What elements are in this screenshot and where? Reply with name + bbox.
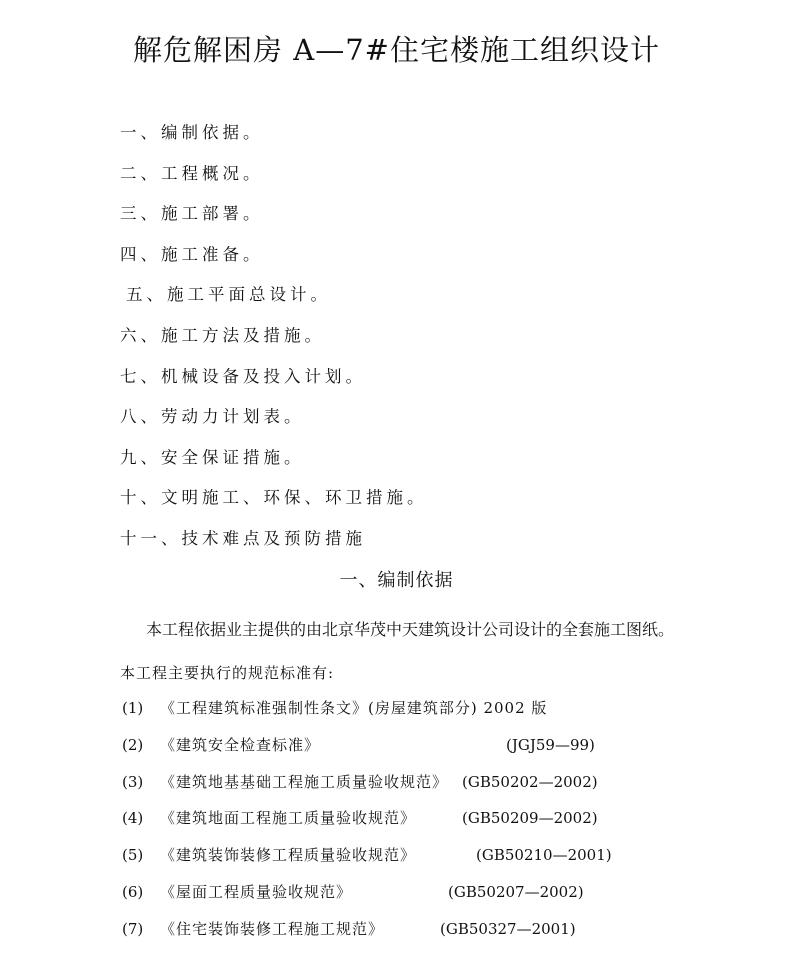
toc-item: 一、编制依据。 <box>120 123 264 142</box>
toc-item: 六、施工方法及措施。 <box>120 325 325 345</box>
standard-number: (4) <box>122 809 144 828</box>
standards-lead-text: 本工程主要执行的规范标准有: <box>120 664 335 682</box>
standard-code: (JGJ59—99) <box>506 735 595 754</box>
standard-item <box>122 734 742 771</box>
standard-item <box>122 881 742 918</box>
toc-item: 五、施工平面总设计。 <box>126 285 331 305</box>
standard-number: (2) <box>122 735 144 754</box>
standard-code: (GB50327—2001) <box>440 919 576 938</box>
toc-item: 十、文明施工、环保、环卫措施。 <box>120 488 428 508</box>
toc-item: 十一、技术难点及预防措施 <box>120 528 366 548</box>
standard-item <box>122 697 742 734</box>
toc-item: 二、工程概况。 <box>120 163 264 183</box>
standard-item <box>122 771 742 808</box>
standard-name: 《住宅装饰装修工程施工规范》 <box>160 919 385 938</box>
standard-name: 《建筑地面工程施工质量验收规范》 <box>160 809 417 828</box>
standard-code: (GB50210—2001) <box>476 846 612 865</box>
toc-item: 七、机械设备及投入计划。 <box>120 366 366 386</box>
intro-paragraph: 本工程依据业主提供的由北京华茂中天建筑设计公司设计的全套施工图纸。 <box>146 620 675 639</box>
section-heading: 一、编制依据 <box>339 570 454 591</box>
toc-item: 四、施工准备。 <box>120 244 264 264</box>
standard-name: 《建筑地基基础工程施工质量验收规范》 <box>160 772 449 791</box>
standard-item <box>122 807 742 844</box>
standard-name: 《工程建筑标准强制性条文》(房屋建筑部分) 2002 版 <box>160 699 548 717</box>
standards-list <box>122 697 742 955</box>
document-title: 解危解困房 A—7#住宅楼施工组织设计 <box>133 33 660 67</box>
standard-code: (GB50202—2002) <box>462 772 598 791</box>
standard-number: (5) <box>122 846 144 865</box>
toc-item: 三、施工部署。 <box>120 204 264 224</box>
toc-item: 八、劳动力计划表。 <box>120 407 305 427</box>
standard-number: (1) <box>122 699 144 717</box>
standard-name: 《建筑装饰装修工程质量验收规范》 <box>160 846 417 865</box>
standard-name: 《屋面工程质量验收规范》 <box>160 882 353 901</box>
standard-number: (7) <box>122 919 144 938</box>
table-of-contents <box>120 116 428 563</box>
standard-item <box>122 918 742 955</box>
standard-number: (3) <box>122 772 144 791</box>
standard-number: (6) <box>122 882 144 901</box>
standard-code: (GB50209—2002) <box>462 809 598 828</box>
standard-code: (GB50207—2002) <box>448 882 584 901</box>
toc-item: 九、安全保证措施。 <box>120 447 305 467</box>
standard-item <box>122 844 742 881</box>
standard-name: 《建筑安全检查标准》 <box>160 735 321 754</box>
